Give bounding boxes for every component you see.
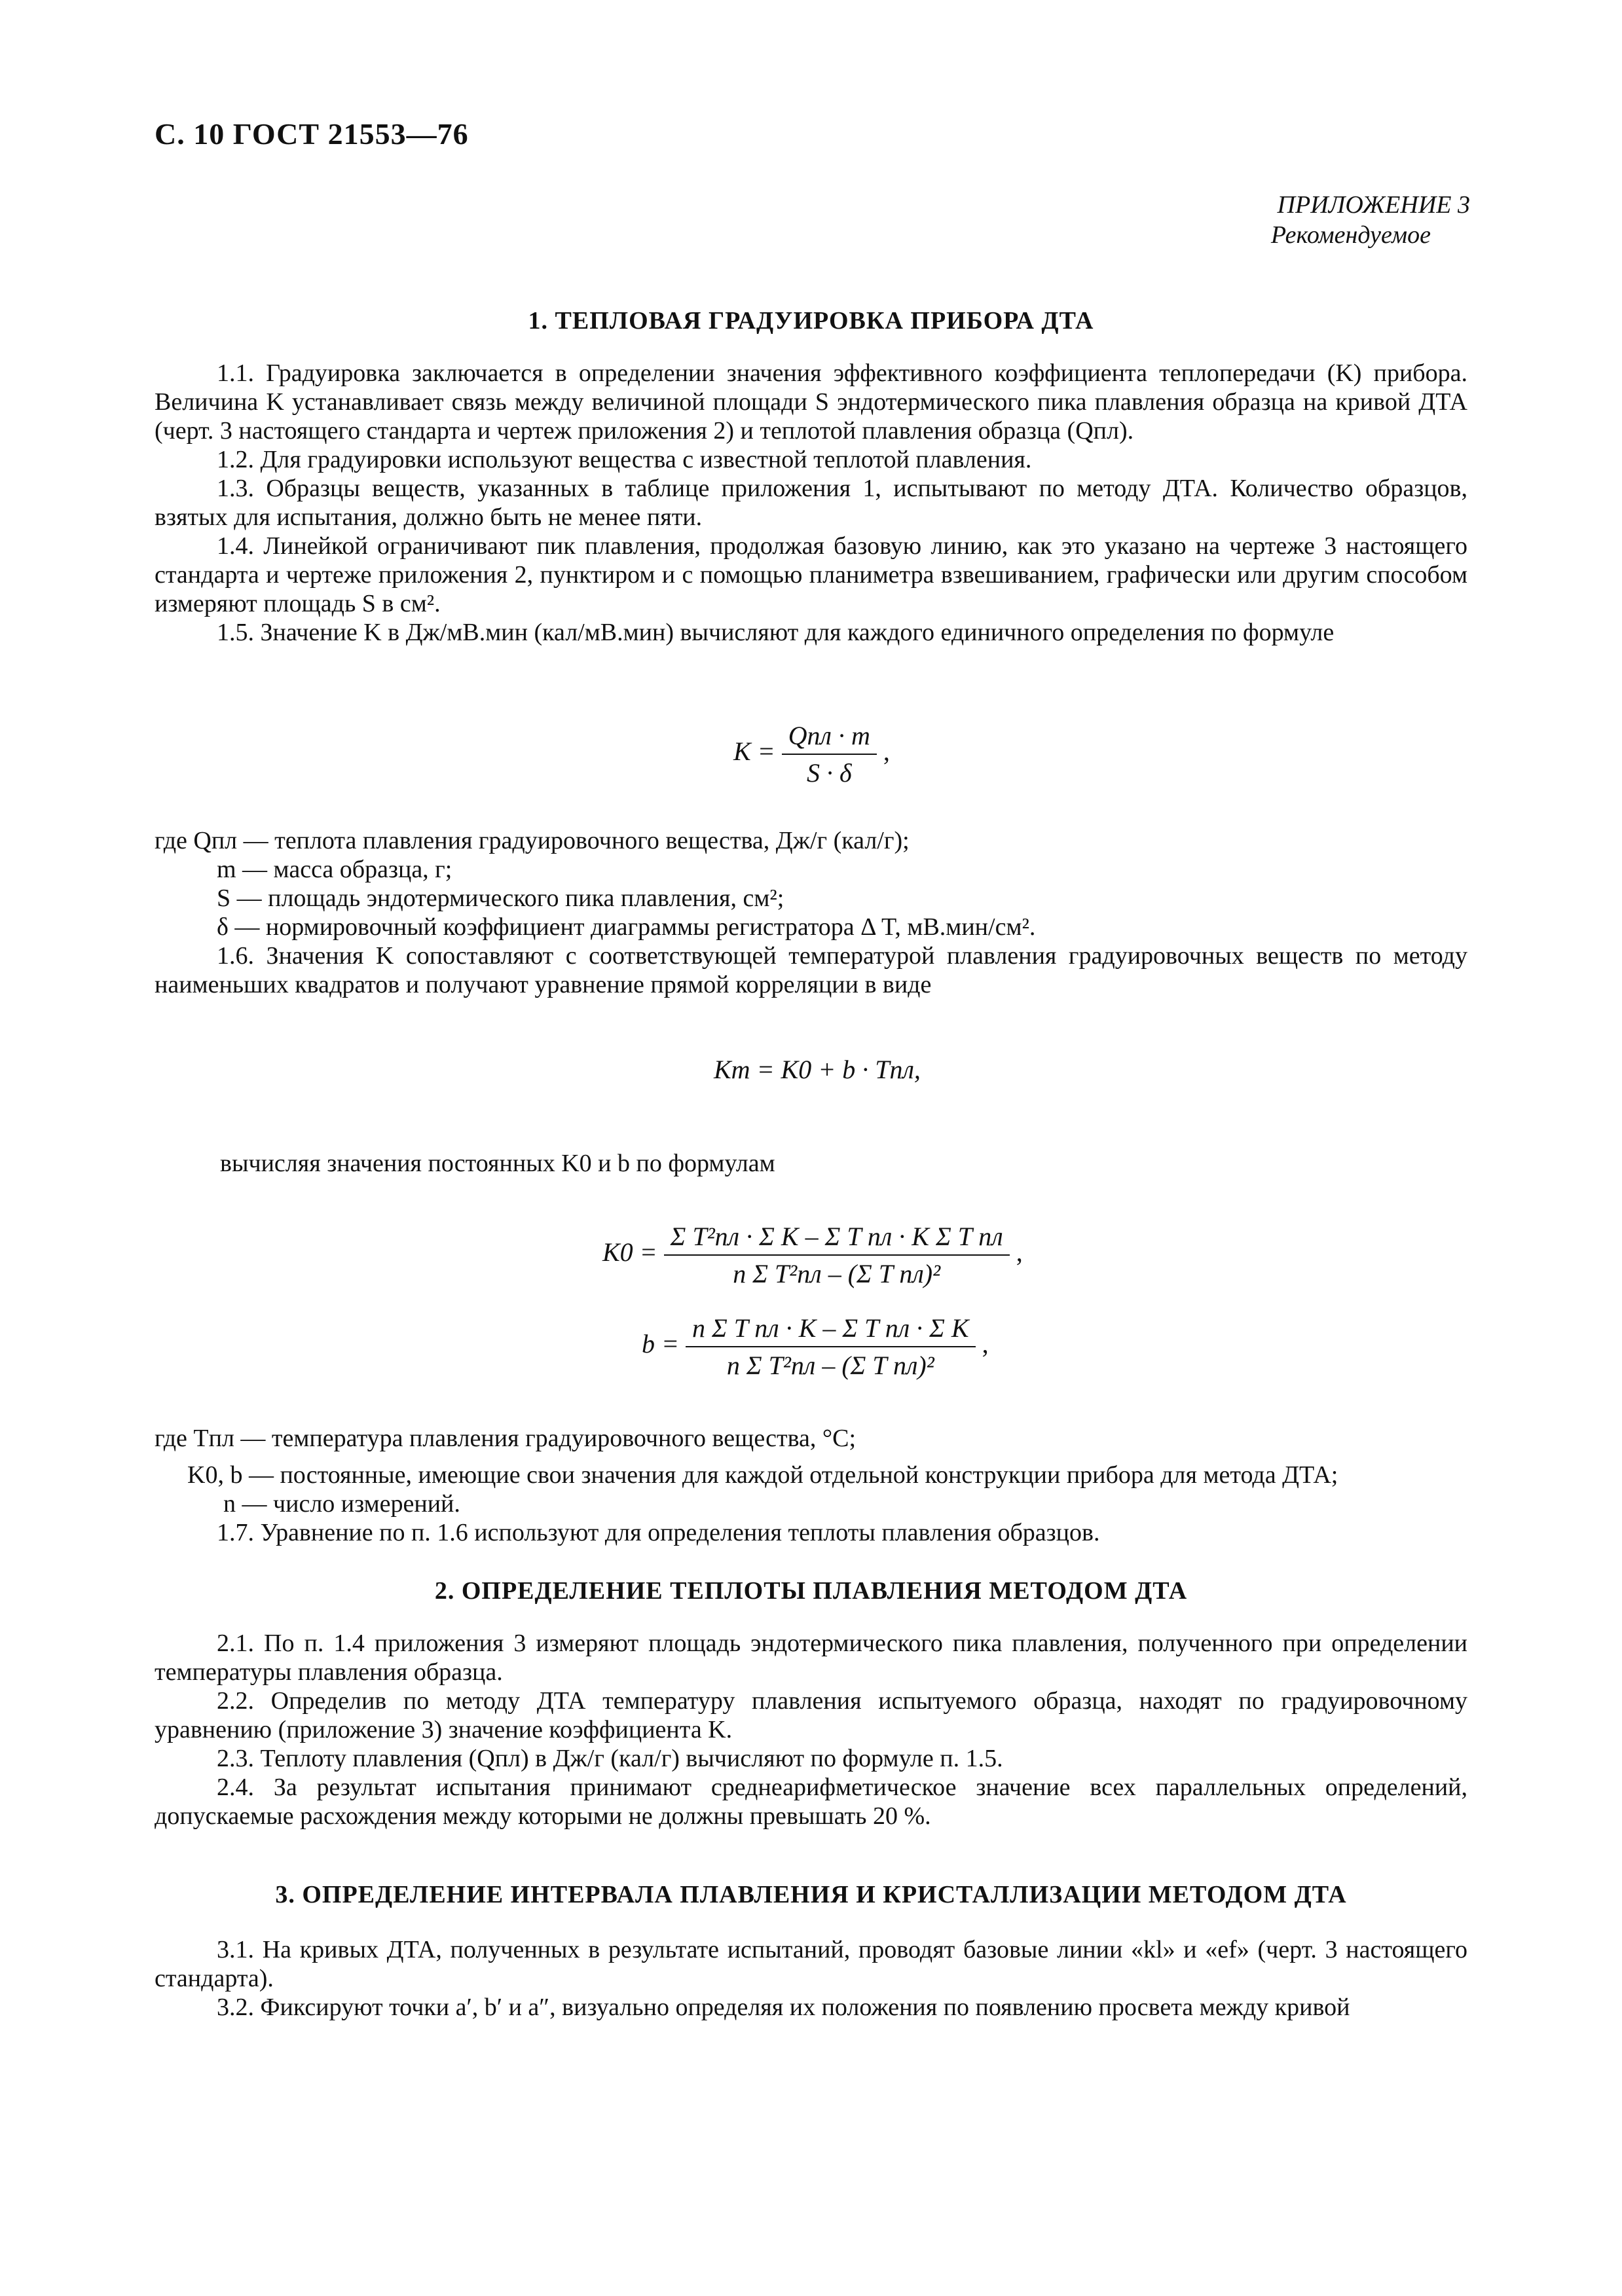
formula-k0-lhs: K0 = bbox=[602, 1237, 657, 1267]
section-2-heading: 2. ОПРЕДЕЛЕНИЕ ТЕПЛОТЫ ПЛАВЛЕНИЯ МЕТОДОМ ДТА bbox=[434, 1577, 1188, 1605]
paragraph-calc: вычисляя значения постоянных K0 и b по формулам bbox=[220, 1150, 775, 1177]
paragraph-3-2: 3.2. Фиксируют точки a′, b′ и a″, визуально определяя их положения по появлению просвета между кривой bbox=[217, 1994, 1350, 2021]
where-2-item-1: K0, b — постоянные, имеющие свои значения для каждой отдельной конструкции прибора для метода ДТА; bbox=[187, 1461, 1338, 1489]
where-2-item-0: где Tпл — температура плавления градуировочного вещества, °C; bbox=[155, 1425, 857, 1452]
paragraph-2-3: 2.3. Теплоту плавления (Qпл) в Дж/г (кал/г) вычисляют по формуле п. 1.5. bbox=[217, 1745, 1003, 1772]
paragraph-1-4: 1.4. Линейкой ограничивают пик плавления, продолжая базовую линию, как это указано на чертеже 3 настоящего стандарта и чертеже приложения 2, пунктиром и с помощью планиметра взвешиванием, графически или другим способом измеряют площадь S в см². bbox=[155, 532, 1467, 617]
formula-b-tail: , bbox=[982, 1329, 989, 1359]
formula-k0-fraction bbox=[664, 1221, 1010, 1289]
appendix-title: ПРИЛОЖЕНИЕ 3 bbox=[1277, 191, 1470, 219]
formula-k-tail: , bbox=[883, 737, 890, 767]
formula-b-numerator: n Σ T пл · K – Σ T пл · Σ K bbox=[686, 1313, 976, 1347]
formula-k0-tail: , bbox=[1016, 1237, 1023, 1267]
formula-b-fraction bbox=[686, 1313, 976, 1381]
formula-k0-denominator: n Σ T²пл – (Σ T пл)² bbox=[733, 1259, 941, 1288]
where-1-item-1: m — масса образца, г; bbox=[217, 856, 452, 883]
paragraph-1-7: 1.7. Уравнение по п. 1.6 используют для определения теплоты плавления образцов. bbox=[217, 1519, 1100, 1546]
paragraph-2-1: 2.1. По п. 1.4 приложения 3 измеряют площадь эндотермического пика плавления, полученного при определении температуры плавления образца. bbox=[155, 1630, 1467, 1686]
where-1-item-3: δ — нормировочный коэффициент диаграммы регистратора Δ T, мВ.мин/см². bbox=[217, 913, 1036, 941]
section-1-heading: 1. ТЕПЛОВАЯ ГРАДУИРОВКА ПРИБОРА ДТА bbox=[528, 307, 1094, 335]
section-3-heading: 3. ОПРЕДЕЛЕНИЕ ИНТЕРВАЛА ПЛАВЛЕНИЯ И КРИСТАЛЛИЗАЦИИ МЕТОДОМ ДТА bbox=[275, 1881, 1347, 1908]
appendix-label bbox=[1271, 190, 1470, 250]
formula-kt: Kт = K0 + b · Tпл, bbox=[714, 1055, 921, 1084]
paragraph-1-6: 1.6. Значения K сопоставляют с соответствующей температурой плавления градуировочных веществ по методу наименьших квадратов и получают уравнение прямой корреляции в виде bbox=[155, 942, 1467, 998]
where-list-2 bbox=[155, 1424, 1467, 1547]
paragraph-2-4: 2.4. За результат испытания принимают среднеарифметическое значение всех параллельных определений, допускаемые расхождения между которыми не должны превышать 20 %. bbox=[155, 1774, 1467, 1830]
formula-k0 bbox=[602, 1221, 1023, 1289]
paragraph-1-1: 1.1. Градуировка заключается в определении значения эффективного коэффициента теплопередачи (K) прибора. Величина K устанавливает связь между величиной площади S эндотермического пика плавления образца на кривой ДТА (черт. 3 настоящего стандарта и чертеж приложения 2) и теплотой плавления образца (Qпл). bbox=[155, 359, 1467, 445]
paragraph-1-2: 1.2. Для градуировки используют вещества с известной теплотой плавления. bbox=[217, 446, 1032, 473]
paragraph-3-1: 3.1. На кривых ДТА, полученных в результате испытаний, проводят базовые линии «kl» и «ef» (черт. 3 настоящего стандарта). bbox=[155, 1936, 1467, 1992]
formula-b-denominator: n Σ T²пл – (Σ T пл)² bbox=[726, 1351, 934, 1380]
section-2 bbox=[155, 1576, 1467, 1831]
where-1-item-0: где Qпл — теплота плавления градуировочного вещества, Дж/г (кал/г); bbox=[155, 827, 910, 854]
section-3 bbox=[155, 1880, 1467, 2022]
where-2-item-2: n — число измерений. bbox=[223, 1490, 460, 1518]
appendix-subtitle: Рекомендуемое bbox=[1270, 221, 1431, 249]
formula-k bbox=[733, 720, 890, 788]
paragraph-1-3: 1.3. Образцы веществ, указанных в таблице приложения 1, испытывают по методу ДТА. Количество образцов, взятых для испытания, должно быть не менее пяти. bbox=[155, 475, 1467, 531]
paragraph-1-5: 1.5. Значение K в Дж/мВ.мин (кал/мВ.мин) вычисляют для каждого единичного определения по формуле bbox=[217, 619, 1335, 646]
where-list-1 bbox=[155, 826, 1467, 999]
formula-k-fraction bbox=[782, 720, 877, 788]
formula-b bbox=[642, 1313, 989, 1381]
paragraph-2-2: 2.2. Определив по методу ДТА температуру плавления испытуемого образца, находят по градуировочному уравнению (приложение 3) значение коэффициента K. bbox=[155, 1687, 1467, 1743]
where-1-item-2: S — площадь эндотермического пика плавления, см²; bbox=[217, 884, 784, 912]
formula-k-lhs: K = bbox=[733, 737, 775, 767]
formula-k-numerator: Qпл · m bbox=[782, 720, 877, 755]
formula-k0-numerator: Σ T²пл · Σ K – Σ T пл · K Σ T пл bbox=[664, 1221, 1010, 1256]
formula-b-lhs: b = bbox=[642, 1329, 679, 1359]
formula-k-denominator: S · δ bbox=[806, 758, 852, 788]
section-1 bbox=[155, 306, 1467, 647]
page-header: С. 10 ГОСТ 21553—76 bbox=[155, 117, 469, 151]
